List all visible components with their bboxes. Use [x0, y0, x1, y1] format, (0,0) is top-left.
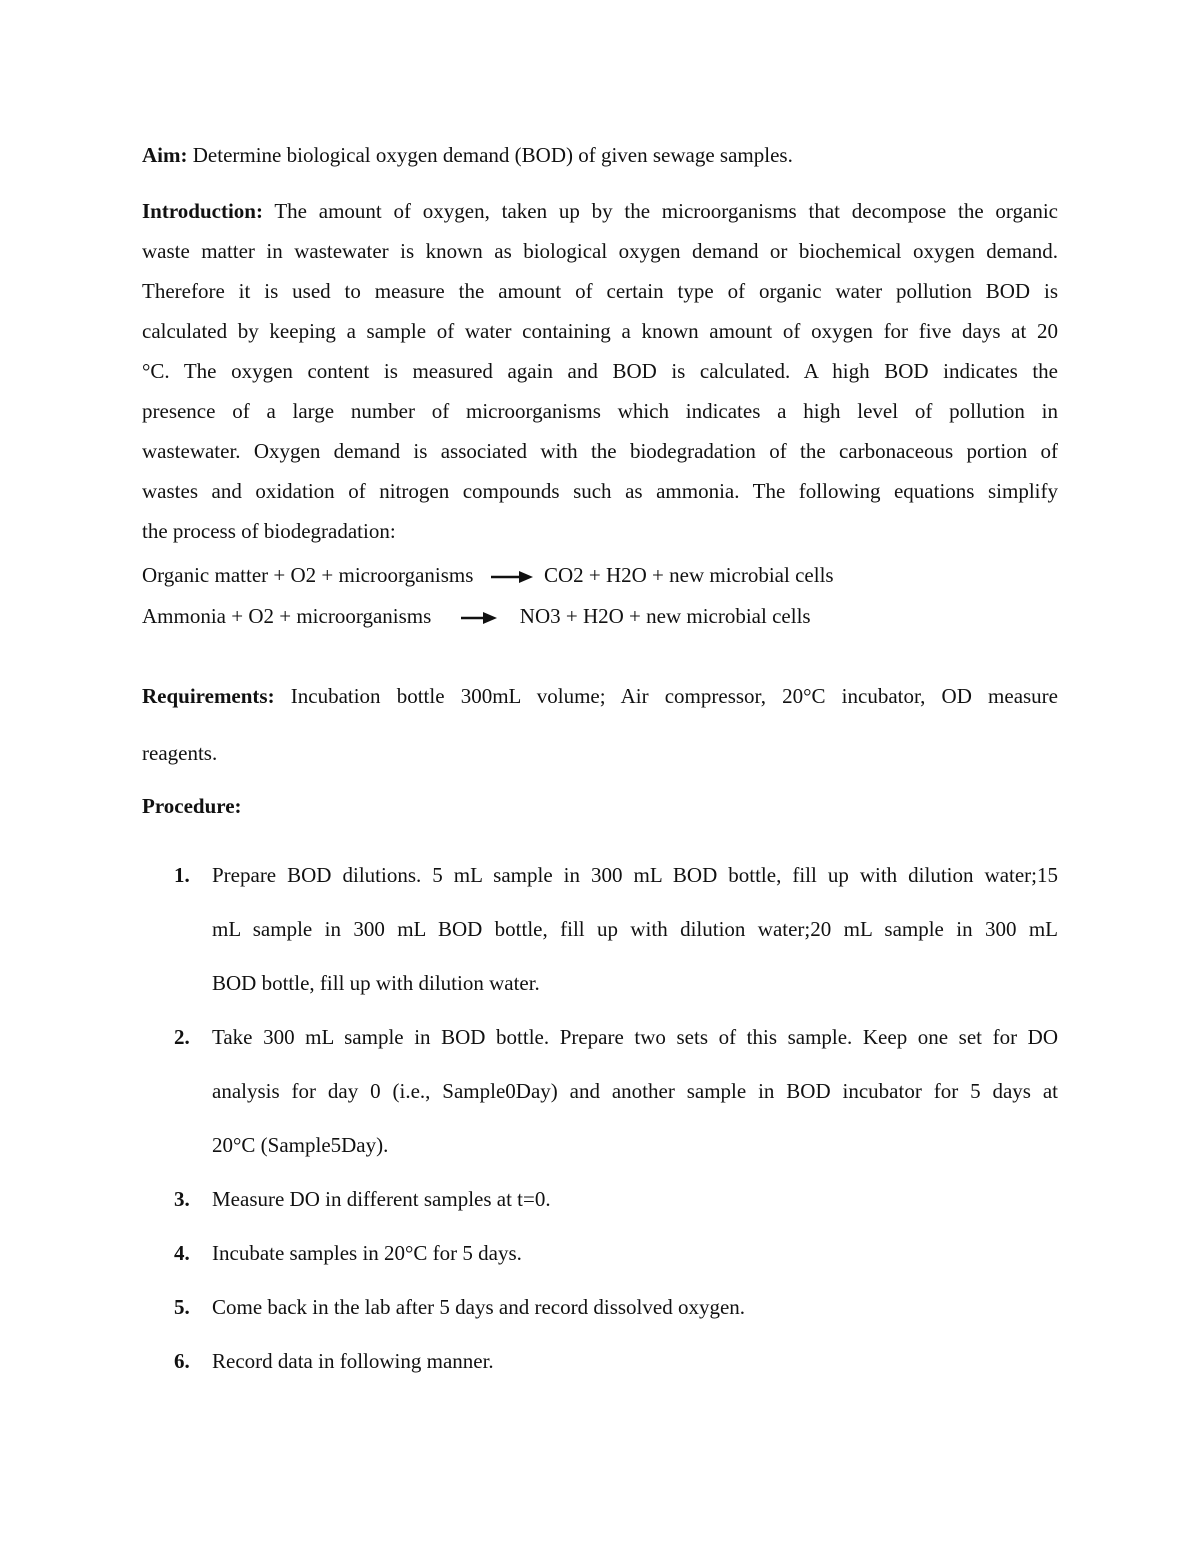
- item-line: Measure DO in different samples at t=0.: [212, 1187, 551, 1211]
- item-number: 4.: [174, 1241, 190, 1265]
- requirements-text: Incubation bottle 300mL volume; Air compressor, 20°C incubator, OD measure: [274, 684, 1058, 708]
- item-line: analysis for day 0 (i.e., Sample0Day) and another sample in BOD incubator for 5 days at: [212, 1079, 1058, 1103]
- requirements-label: Requirements:: [142, 684, 275, 708]
- requirements-line: reagents.: [142, 741, 218, 765]
- introduction-line: wastes and oxidation of nitrogen compounds such as ammonia. The following equations simplify: [142, 479, 1058, 503]
- item-line: 20°C (Sample5Day).: [212, 1133, 389, 1157]
- item-number: 3.: [174, 1187, 190, 1211]
- item-line: Prepare BOD dilutions. 5 mL sample in 300 mL BOD bottle, fill up with dilution water;15: [212, 863, 1058, 887]
- item-number: 5.: [174, 1295, 190, 1319]
- equation-products: NO3 + H2O + new microbial cells: [519, 604, 811, 628]
- equation-ammonia: [142, 596, 811, 636]
- item-line: Record data in following manner.: [212, 1349, 494, 1373]
- introduction-line: wastewater. Oxygen demand is associated with the biodegradation of the carbonaceous portion of: [142, 439, 1058, 463]
- aim-text: Determine biological oxygen demand (BOD) of given sewage samples.: [187, 143, 793, 167]
- item-line: mL sample in 300 mL BOD bottle, fill up with dilution water;20 mL sample in 300 mL: [212, 917, 1058, 941]
- item-number: 1.: [174, 863, 190, 887]
- equation-reactants: Ammonia + O2 + microorganisms: [142, 604, 432, 628]
- introduction-line: the process of biodegradation:: [142, 519, 396, 543]
- procedure-heading: [142, 786, 1058, 826]
- item-line: Take 300 mL sample in BOD bottle. Prepare two sets of this sample. Keep one set for DO: [212, 1025, 1058, 1049]
- introduction-line: calculated by keeping a sample of water containing a known amount of oxygen for five days at 20: [142, 319, 1058, 343]
- introduction-line: °C. The oxygen content is measured again and BOD is calculated. A high BOD indicates the: [142, 359, 1058, 383]
- equation-products: CO2 + H2O + new microbial cells: [543, 563, 834, 587]
- introduction-line: presence of a large number of microorganisms which indicates a high level of pollution in: [142, 399, 1058, 423]
- item-line: Come back in the lab after 5 days and record dissolved oxygen.: [212, 1295, 746, 1319]
- requirements-paragraph: [142, 676, 1058, 716]
- item-line: BOD bottle, fill up with dilution water.: [212, 971, 540, 995]
- item-number: 2.: [174, 1025, 190, 1049]
- introduction-label: Introduction:: [142, 199, 263, 223]
- aim-paragraph: [142, 135, 1058, 175]
- introduction-paragraph: [142, 191, 1058, 551]
- item-line: Incubate samples in 20°C for 5 days.: [212, 1241, 522, 1265]
- procedure-label: Procedure:: [142, 794, 242, 818]
- aim-label: Aim:: [142, 143, 188, 167]
- equation-reactants: Organic matter + O2 + microorganisms: [142, 563, 474, 587]
- equation-organic-matter: [142, 555, 834, 595]
- introduction-line: waste matter in wastewater is known as biological oxygen demand or biochemical oxygen demand.: [142, 239, 1058, 263]
- right-arrow-icon: [461, 598, 497, 638]
- introduction-line: The amount of oxygen, taken up by the microorganisms that decompose the organic: [262, 199, 1058, 223]
- item-number: 6.: [174, 1349, 190, 1373]
- right-arrow-icon: [491, 557, 533, 597]
- requirements-continuation: [142, 733, 1058, 773]
- introduction-line: Therefore it is used to measure the amount of certain type of organic water pollution BOD is: [142, 279, 1058, 303]
